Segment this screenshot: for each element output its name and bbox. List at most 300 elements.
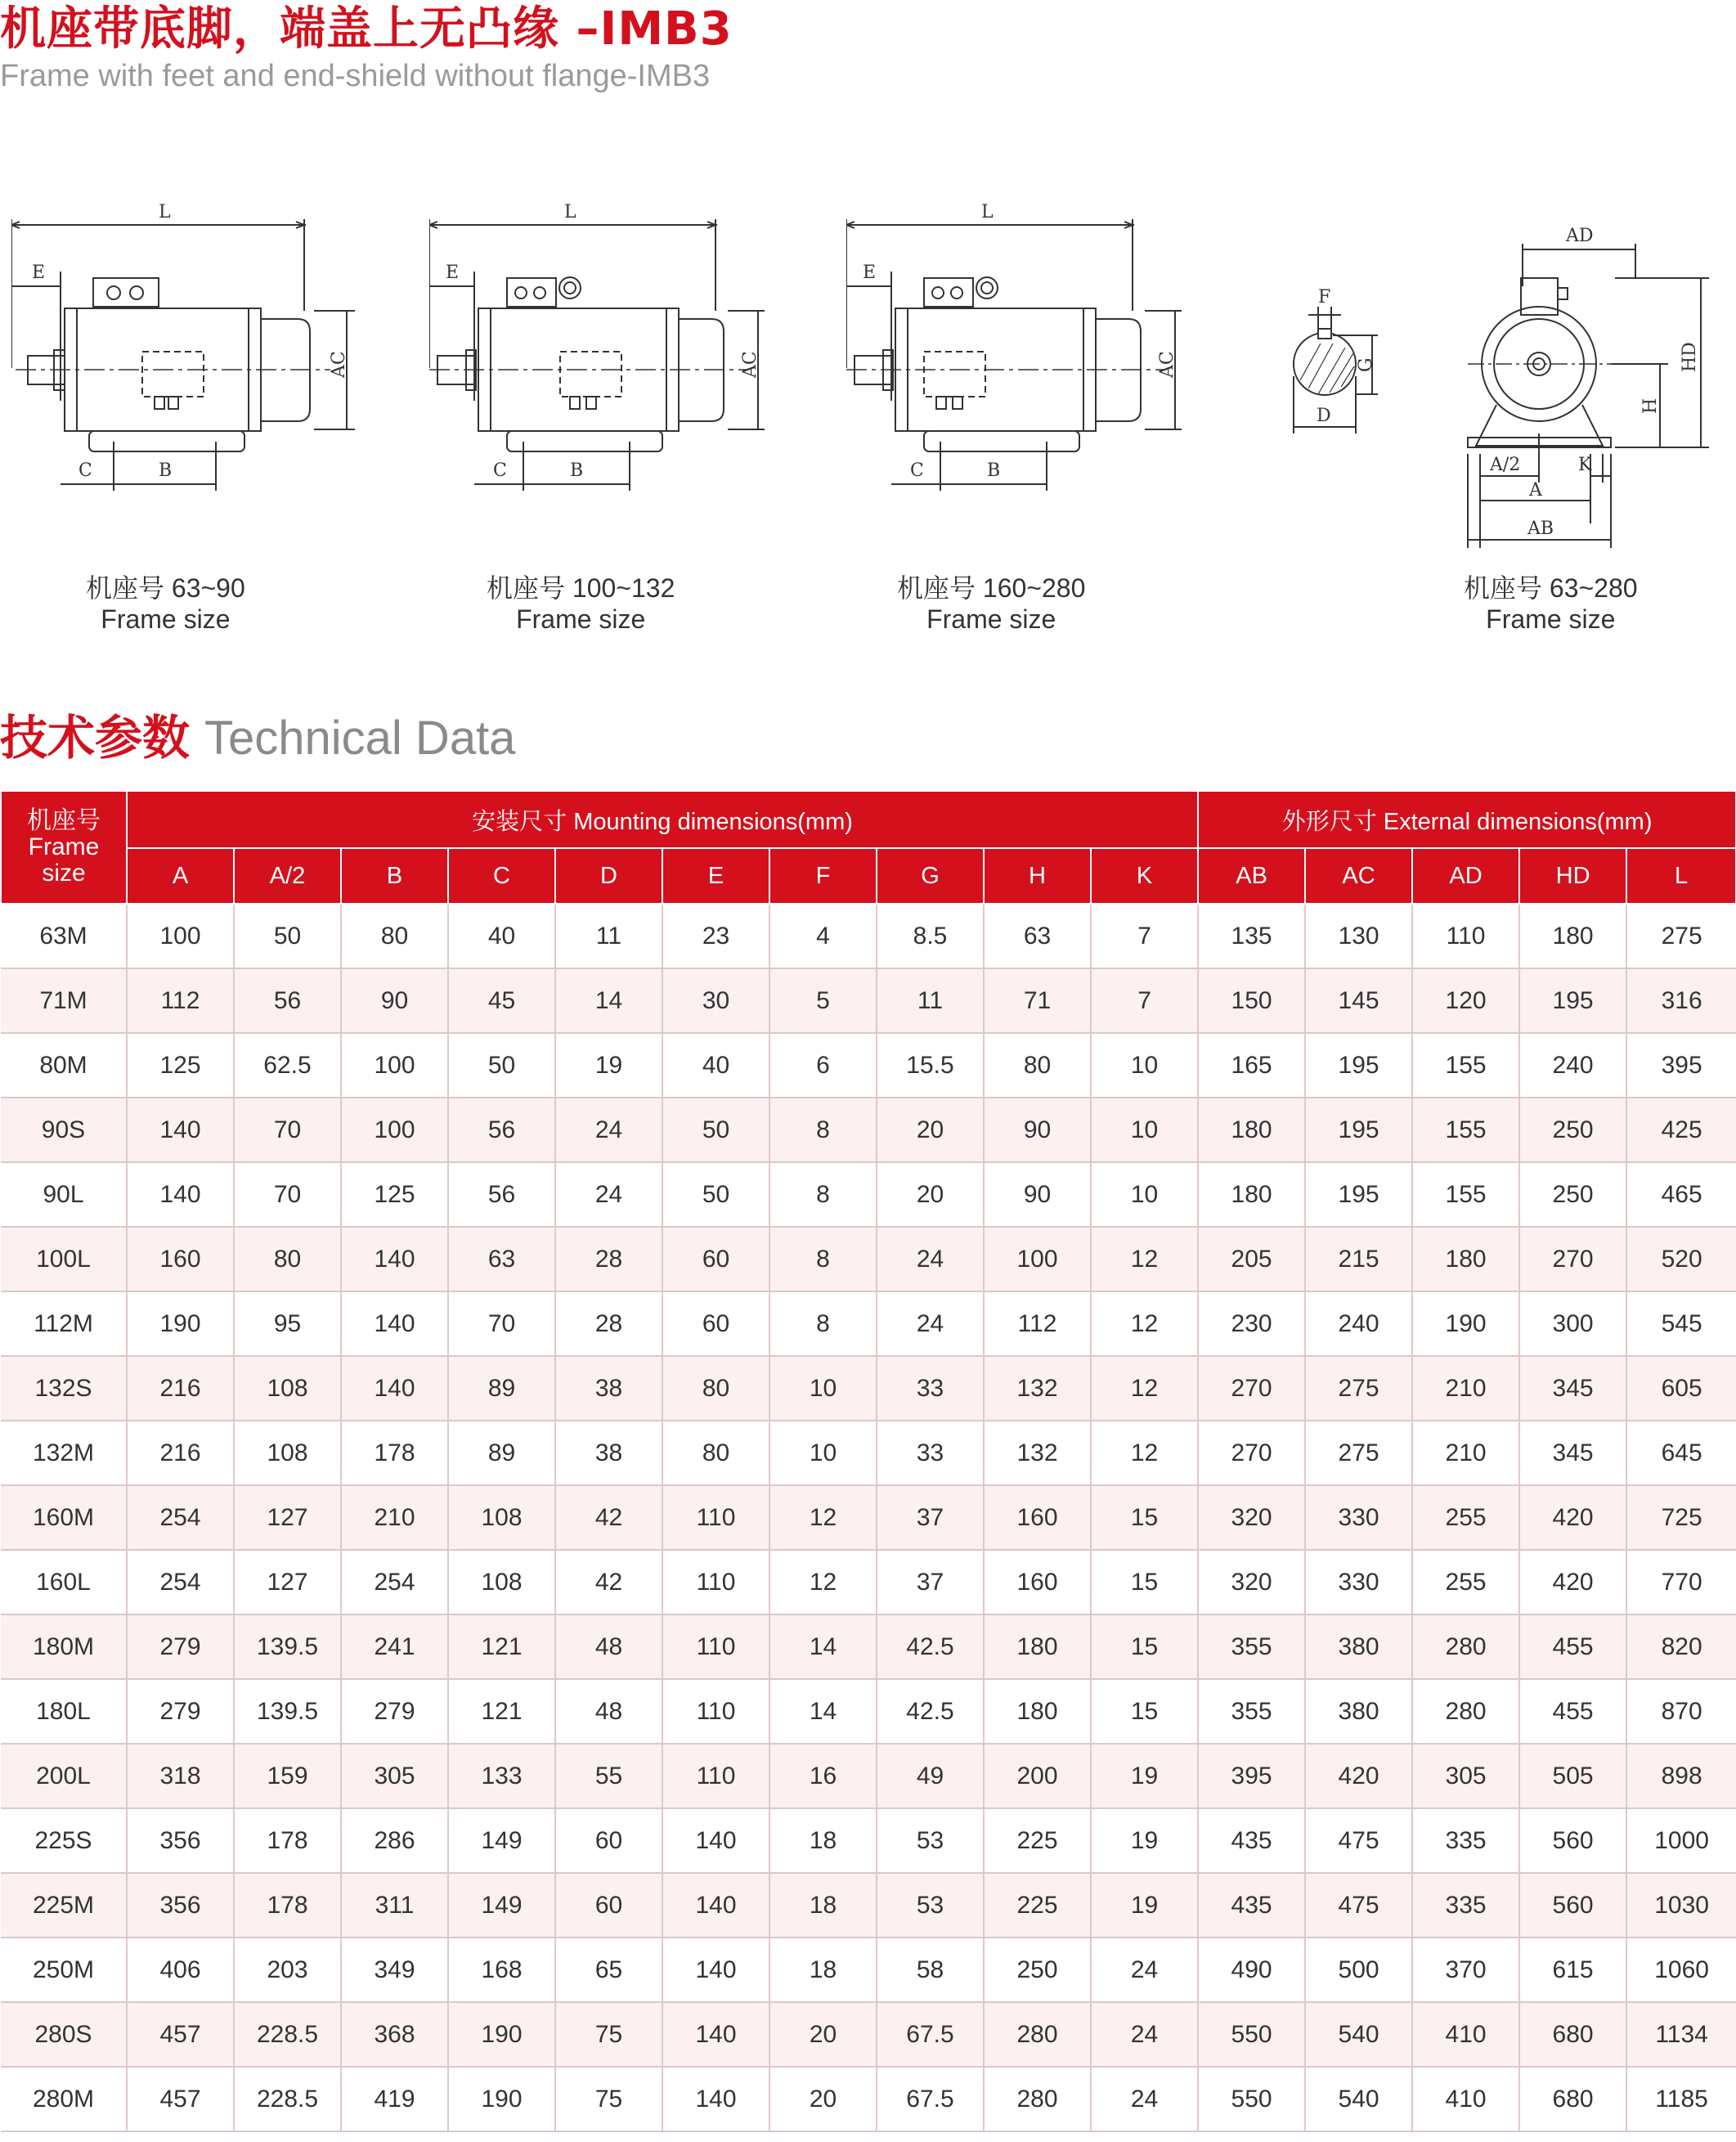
table-cell: 195 xyxy=(1305,1098,1412,1162)
table-cell: 8 xyxy=(769,1227,877,1291)
table-cell: 125 xyxy=(341,1162,448,1227)
table-cell: 7 xyxy=(1091,904,1198,968)
table-cell: 20 xyxy=(877,1162,984,1227)
table-cell: 870 xyxy=(1626,1679,1736,1744)
table-cell: 139.5 xyxy=(234,1614,341,1679)
table-cell: 356 xyxy=(127,1873,234,1938)
table-cell: 127 xyxy=(234,1485,341,1550)
table-cell: 550 xyxy=(1198,2002,1305,2067)
column-header: AB xyxy=(1198,848,1305,904)
table-cell: 95 xyxy=(234,1291,341,1356)
table-cell: 12 xyxy=(769,1550,877,1614)
table-cell: 40 xyxy=(448,904,555,968)
table-cell: 216 xyxy=(127,1421,234,1485)
table-cell: 898 xyxy=(1626,1744,1736,1808)
table-row xyxy=(1,968,1736,1033)
table-cell: 110 xyxy=(1412,904,1519,968)
table-cell: 345 xyxy=(1519,1356,1626,1421)
dim-label-l: L xyxy=(564,202,576,222)
table-cell: 70 xyxy=(234,1098,341,1162)
column-header: HD xyxy=(1519,848,1626,904)
table-row xyxy=(1,1614,1736,1679)
table-cell: 90 xyxy=(984,1098,1091,1162)
table-cell: 230 xyxy=(1198,1291,1305,1356)
table-cell: 108 xyxy=(234,1421,341,1485)
dim-label-b: B xyxy=(159,460,173,481)
table-cell: 254 xyxy=(127,1485,234,1550)
table-cell: 56 xyxy=(234,968,341,1033)
table-cell: 475 xyxy=(1305,1873,1412,1938)
table-cell: 63 xyxy=(984,904,1091,968)
table-cell: 420 xyxy=(1305,1744,1412,1808)
table-cell: 560 xyxy=(1519,1808,1626,1873)
table-cell: 180 xyxy=(984,1614,1091,1679)
table-cell: 410 xyxy=(1412,2002,1519,2067)
table-cell: 67.5 xyxy=(877,2002,984,2067)
table-cell: 90 xyxy=(341,968,448,1033)
table-cell: 380 xyxy=(1305,1614,1412,1679)
diagram-caption-frame-160-280 xyxy=(897,573,1085,635)
table-cell: 18 xyxy=(769,1873,877,1938)
column-header: A xyxy=(127,848,234,904)
table-cell: 605 xyxy=(1626,1356,1736,1421)
table-cell: 48 xyxy=(555,1679,662,1744)
diagram-caption-frame-100-132 xyxy=(487,573,675,635)
table-cell: 58 xyxy=(877,1938,984,2002)
table-row xyxy=(1,1162,1736,1227)
table-cell: 180 xyxy=(984,1679,1091,1744)
frame-header-en-2: size xyxy=(42,860,86,887)
table-cell: 140 xyxy=(341,1291,448,1356)
table-cell: 15.5 xyxy=(877,1033,984,1098)
table-cell: 1060 xyxy=(1626,1938,1736,2002)
table-cell: 24 xyxy=(1091,2002,1198,2067)
table-cell: 680 xyxy=(1519,2067,1626,2131)
dim-label-ab: AB xyxy=(1527,519,1554,539)
dim-label-l: L xyxy=(981,202,994,222)
frame-size-cell: 200L xyxy=(1,1744,127,1808)
table-cell: 12 xyxy=(1091,1291,1198,1356)
frame-size-cell: 250M xyxy=(1,1938,127,2002)
table-cell: 8 xyxy=(769,1162,877,1227)
dim-label-c: C xyxy=(493,460,507,481)
table-cell: 155 xyxy=(1412,1162,1519,1227)
table-cell: 228.5 xyxy=(234,2067,341,2131)
frame-size-cell: 132S xyxy=(1,1356,127,1421)
table-cell: 155 xyxy=(1412,1098,1519,1162)
table-cell: 10 xyxy=(1091,1098,1198,1162)
table-cell: 70 xyxy=(234,1162,341,1227)
table-cell: 280 xyxy=(1412,1679,1519,1744)
column-header: B xyxy=(341,848,448,904)
table-cell: 320 xyxy=(1198,1550,1305,1614)
table-cell: 195 xyxy=(1305,1033,1412,1098)
table-cell: 133 xyxy=(448,1744,555,1808)
table-cell: 60 xyxy=(555,1808,662,1873)
dim-label-ad: AD xyxy=(1566,226,1594,246)
table-cell: 279 xyxy=(127,1679,234,1744)
table-row xyxy=(1,1485,1736,1550)
table-cell: 132 xyxy=(984,1356,1091,1421)
table-cell: 355 xyxy=(1198,1679,1305,1744)
table-cell: 16 xyxy=(769,1744,877,1808)
table-cell: 216 xyxy=(127,1356,234,1421)
table-cell: 280 xyxy=(984,2067,1091,2131)
table-cell: 12 xyxy=(1091,1356,1198,1421)
table-cell: 14 xyxy=(769,1614,877,1679)
table-cell: 250 xyxy=(1519,1162,1626,1227)
table-cell: 465 xyxy=(1626,1162,1736,1227)
table-cell: 255 xyxy=(1412,1485,1519,1550)
table-cell: 160 xyxy=(984,1485,1091,1550)
table-cell: 1030 xyxy=(1626,1873,1736,1938)
table-cell: 8 xyxy=(769,1291,877,1356)
table-cell: 11 xyxy=(877,968,984,1033)
table-cell: 140 xyxy=(662,1938,769,2002)
table-cell: 203 xyxy=(234,1938,341,2002)
frame-size-cell: 90L xyxy=(1,1162,127,1227)
mounting-dimensions-header: 安装尺寸 Mounting dimensions(mm) xyxy=(127,791,1198,848)
table-cell: 254 xyxy=(127,1550,234,1614)
table-cell: 1000 xyxy=(1626,1808,1736,1873)
table-cell: 770 xyxy=(1626,1550,1736,1614)
column-header: D xyxy=(555,848,662,904)
table-cell: 18 xyxy=(769,1808,877,1873)
table-cell: 545 xyxy=(1626,1291,1736,1356)
table-cell: 680 xyxy=(1519,2002,1626,2067)
dim-label-e: E xyxy=(32,263,46,283)
dim-label-ac: AC xyxy=(329,351,349,378)
table-cell: 125 xyxy=(127,1033,234,1098)
table-cell: 14 xyxy=(555,968,662,1033)
table-cell: 195 xyxy=(1519,968,1626,1033)
table-cell: 5 xyxy=(769,968,877,1033)
dim-label-c: C xyxy=(910,460,924,481)
table-cell: 190 xyxy=(448,2002,555,2067)
table-cell: 37 xyxy=(877,1485,984,1550)
frame-size-cell: 180M xyxy=(1,1614,127,1679)
table-cell: 89 xyxy=(448,1356,555,1421)
table-cell: 155 xyxy=(1412,1033,1519,1098)
table-cell: 10 xyxy=(1091,1162,1198,1227)
frame-header-cn: 机座号 xyxy=(27,807,101,834)
dim-label-l: L xyxy=(159,202,171,222)
table-cell: 38 xyxy=(555,1421,662,1485)
dim-label-a2: A/2 xyxy=(1490,455,1521,475)
table-cell: 100 xyxy=(127,904,234,968)
table-cell: 42 xyxy=(555,1550,662,1614)
table-cell: 270 xyxy=(1198,1421,1305,1485)
table-cell: 42.5 xyxy=(877,1614,984,1679)
table-cell: 145 xyxy=(1305,968,1412,1033)
table-cell: 112 xyxy=(127,968,234,1033)
table-cell: 349 xyxy=(341,1938,448,2002)
table-cell: 355 xyxy=(1198,1614,1305,1679)
frame-size-cell: 225M xyxy=(1,1873,127,1938)
table-cell: 15 xyxy=(1091,1485,1198,1550)
column-header: L xyxy=(1626,848,1736,904)
table-cell: 228.5 xyxy=(234,2002,341,2067)
table-cell: 75 xyxy=(555,2067,662,2131)
table-cell: 80 xyxy=(662,1356,769,1421)
table-cell: 505 xyxy=(1519,1744,1626,1808)
table-cell: 80 xyxy=(662,1421,769,1485)
table-cell: 279 xyxy=(127,1614,234,1679)
table-cell: 24 xyxy=(877,1227,984,1291)
table-cell: 45 xyxy=(448,968,555,1033)
frame-size-cell: 280S xyxy=(1,2002,127,2067)
table-cell: 80 xyxy=(984,1033,1091,1098)
dim-label-g: G xyxy=(1356,357,1376,372)
diagram-caption-frame-63-90 xyxy=(86,573,245,635)
table-cell: 14 xyxy=(769,1679,877,1744)
dim-label-b: B xyxy=(987,460,1001,481)
table-row xyxy=(1,2002,1736,2067)
table-cell: 540 xyxy=(1305,2002,1412,2067)
table-cell: 15 xyxy=(1091,1550,1198,1614)
table-cell: 53 xyxy=(877,1808,984,1873)
table-cell: 500 xyxy=(1305,1938,1412,2002)
table-cell: 190 xyxy=(127,1291,234,1356)
table-cell: 305 xyxy=(341,1744,448,1808)
table-cell: 140 xyxy=(341,1227,448,1291)
table-cell: 100 xyxy=(341,1098,448,1162)
table-cell: 520 xyxy=(1626,1227,1736,1291)
table-cell: 645 xyxy=(1626,1421,1736,1485)
dim-label-d: D xyxy=(1317,406,1331,426)
table-cell: 195 xyxy=(1305,1162,1412,1227)
table-row xyxy=(1,904,1736,968)
table-cell: 40 xyxy=(662,1033,769,1098)
frame-size-cell: 280M xyxy=(1,2067,127,2131)
table-cell: 395 xyxy=(1626,1033,1736,1098)
table-cell: 121 xyxy=(448,1679,555,1744)
table-cell: 368 xyxy=(341,2002,448,2067)
table-cell: 420 xyxy=(1519,1550,1626,1614)
table-cell: 200 xyxy=(984,1744,1091,1808)
table-cell: 210 xyxy=(1412,1356,1519,1421)
table-cell: 108 xyxy=(448,1550,555,1614)
table-cell: 110 xyxy=(662,1679,769,1744)
table-cell: 100 xyxy=(341,1033,448,1098)
table-cell: 60 xyxy=(555,1873,662,1938)
table-cell: 1185 xyxy=(1626,2067,1736,2131)
table-cell: 48 xyxy=(555,1614,662,1679)
dim-label-ac: AC xyxy=(740,351,760,378)
table-cell: 37 xyxy=(877,1550,984,1614)
frame-size-cell: 63M xyxy=(1,904,127,968)
table-cell: 6 xyxy=(769,1033,877,1098)
dim-label-a: A xyxy=(1529,480,1542,501)
table-cell: 50 xyxy=(448,1033,555,1098)
table-cell: 18 xyxy=(769,1938,877,2002)
motor-side-view-diagram-small xyxy=(11,196,355,507)
table-cell: 12 xyxy=(769,1485,877,1550)
table-cell: 8.5 xyxy=(877,904,984,968)
table-cell: 370 xyxy=(1412,1938,1519,2002)
motor-side-view-diagram-large xyxy=(846,196,1190,507)
table-cell: 280 xyxy=(984,2002,1091,2067)
table-cell: 110 xyxy=(662,1744,769,1808)
table-cell: 140 xyxy=(662,2002,769,2067)
table-cell: 4 xyxy=(769,904,877,968)
table-cell: 33 xyxy=(877,1421,984,1485)
table-cell: 250 xyxy=(1519,1098,1626,1162)
table-cell: 330 xyxy=(1305,1550,1412,1614)
table-cell: 275 xyxy=(1305,1421,1412,1485)
table-cell: 318 xyxy=(127,1744,234,1808)
dim-label-e: E xyxy=(446,263,460,283)
dim-label-ac: AC xyxy=(1157,351,1178,378)
frame-size-cell: 132M xyxy=(1,1421,127,1485)
table-cell: 279 xyxy=(341,1679,448,1744)
table-cell: 50 xyxy=(234,904,341,968)
table-cell: 108 xyxy=(448,1485,555,1550)
table-cell: 178 xyxy=(234,1873,341,1938)
table-cell: 149 xyxy=(448,1808,555,1873)
table-cell: 42.5 xyxy=(877,1679,984,1744)
external-dimensions-header: 外形尺寸 External dimensions(mm) xyxy=(1198,791,1736,848)
table-cell: 395 xyxy=(1198,1744,1305,1808)
table-row xyxy=(1,1873,1736,1938)
table-cell: 19 xyxy=(1091,1873,1198,1938)
column-header: F xyxy=(769,848,877,904)
table-cell: 110 xyxy=(662,1614,769,1679)
table-cell: 10 xyxy=(1091,1033,1198,1098)
dim-label-e: E xyxy=(863,263,877,283)
table-row xyxy=(1,1421,1736,1485)
table-cell: 60 xyxy=(662,1227,769,1291)
table-cell: 140 xyxy=(662,1808,769,1873)
table-cell: 139.5 xyxy=(234,1679,341,1744)
page-subtitle: Frame with feet and end-shield without flange-IMB3 xyxy=(0,59,711,93)
table-cell: 406 xyxy=(127,1938,234,2002)
frame-size-cell: 90S xyxy=(1,1098,127,1162)
caption-cn: 机座号 63~280 xyxy=(1464,573,1638,603)
table-cell: 63 xyxy=(448,1227,555,1291)
table-cell: 457 xyxy=(127,2002,234,2067)
table-row xyxy=(1,2067,1736,2131)
table-cell: 71 xyxy=(984,968,1091,1033)
column-header: H xyxy=(984,848,1091,904)
table-cell: 160 xyxy=(984,1550,1091,1614)
table-cell: 160 xyxy=(127,1227,234,1291)
table-cell: 33 xyxy=(877,1356,984,1421)
table-cell: 20 xyxy=(769,2067,877,2131)
caption-en: Frame size xyxy=(1486,604,1616,634)
table-cell: 110 xyxy=(662,1550,769,1614)
table-cell: 419 xyxy=(341,2067,448,2131)
table-cell: 110 xyxy=(662,1485,769,1550)
table-cell: 56 xyxy=(448,1098,555,1162)
table-cell: 89 xyxy=(448,1421,555,1485)
table-cell: 300 xyxy=(1519,1291,1626,1356)
table-cell: 75 xyxy=(555,2002,662,2067)
table-cell: 20 xyxy=(877,1098,984,1162)
table-row xyxy=(1,1098,1736,1162)
table-cell: 24 xyxy=(1091,1938,1198,2002)
column-header: C xyxy=(448,848,555,904)
table-cell: 60 xyxy=(662,1291,769,1356)
table-cell: 615 xyxy=(1519,1938,1626,2002)
table-cell: 180 xyxy=(1198,1162,1305,1227)
table-cell: 225 xyxy=(984,1873,1091,1938)
table-cell: 475 xyxy=(1305,1808,1412,1873)
table-cell: 159 xyxy=(234,1744,341,1808)
table-cell: 130 xyxy=(1305,904,1412,968)
table-cell: 65 xyxy=(555,1938,662,2002)
table-cell: 180 xyxy=(1412,1227,1519,1291)
table-cell: 820 xyxy=(1626,1614,1736,1679)
table-cell: 425 xyxy=(1626,1098,1736,1162)
table-cell: 250 xyxy=(984,1938,1091,2002)
table-cell: 12 xyxy=(1091,1421,1198,1485)
table-cell: 150 xyxy=(1198,968,1305,1033)
table-row xyxy=(1,1744,1736,1808)
caption-cn: 机座号 63~90 xyxy=(86,573,245,603)
table-cell: 270 xyxy=(1198,1356,1305,1421)
table-cell: 24 xyxy=(1091,2067,1198,2131)
table-cell: 108 xyxy=(234,1356,341,1421)
table-cell: 23 xyxy=(662,904,769,968)
table-cell: 725 xyxy=(1626,1485,1736,1550)
caption-cn: 机座号 100~132 xyxy=(487,573,675,603)
table-row xyxy=(1,1033,1736,1098)
table-cell: 24 xyxy=(555,1162,662,1227)
table-cell: 62.5 xyxy=(234,1033,341,1098)
table-cell: 280 xyxy=(1412,1614,1519,1679)
table-cell: 210 xyxy=(1412,1421,1519,1485)
table-cell: 275 xyxy=(1305,1356,1412,1421)
table-cell: 112 xyxy=(984,1291,1091,1356)
table-cell: 490 xyxy=(1198,1938,1305,2002)
table-cell: 90 xyxy=(984,1162,1091,1227)
table-cell: 50 xyxy=(662,1098,769,1162)
table-cell: 286 xyxy=(341,1808,448,1873)
table-cell: 270 xyxy=(1519,1227,1626,1291)
dim-label-b: B xyxy=(570,460,584,481)
table-cell: 28 xyxy=(555,1227,662,1291)
table-row xyxy=(1,1808,1736,1873)
table-cell: 7 xyxy=(1091,968,1198,1033)
table-cell: 330 xyxy=(1305,1485,1412,1550)
table-cell: 55 xyxy=(555,1744,662,1808)
section-title-en: Technical Data xyxy=(204,712,516,765)
table-cell: 19 xyxy=(1091,1808,1198,1873)
table-row xyxy=(1,1938,1736,2002)
table-cell: 30 xyxy=(662,968,769,1033)
column-header: AC xyxy=(1305,848,1412,904)
frame-size-cell: 80M xyxy=(1,1033,127,1098)
table-cell: 8 xyxy=(769,1098,877,1162)
table-cell: 316 xyxy=(1626,968,1736,1033)
table-cell: 435 xyxy=(1198,1873,1305,1938)
dim-label-f: F xyxy=(1318,287,1331,308)
table-cell: 120 xyxy=(1412,968,1519,1033)
table-cell: 10 xyxy=(769,1421,877,1485)
table-cell: 10 xyxy=(769,1356,877,1421)
section-title-cn: 技术参数 xyxy=(0,710,191,766)
table-cell: 56 xyxy=(448,1162,555,1227)
motor-side-view-diagram-medium xyxy=(429,196,773,507)
table-cell: 320 xyxy=(1198,1485,1305,1550)
table-cell: 210 xyxy=(341,1485,448,1550)
table-cell: 254 xyxy=(341,1550,448,1614)
column-header: A/2 xyxy=(234,848,341,904)
table-cell: 240 xyxy=(1305,1291,1412,1356)
table-cell: 19 xyxy=(1091,1744,1198,1808)
table-cell: 28 xyxy=(555,1291,662,1356)
